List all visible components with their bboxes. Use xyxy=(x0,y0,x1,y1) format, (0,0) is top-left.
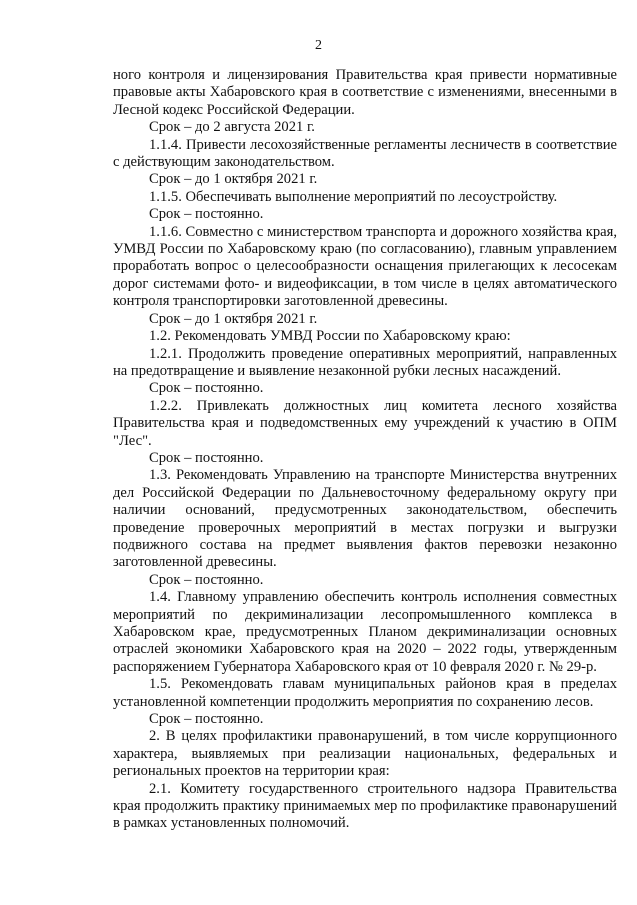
paragraph-item-1-1-4: 1.1.4. Привести лесохозяйственные регламенты лесничеств в соответствие с действующим законодательством. xyxy=(113,136,617,171)
paragraph-item-1-3: 1.3. Рекомендовать Управлению на транспорте Министерства внутренних дел Российской Федерации по Дальневосточному федеральному округу при наличии оснований, предусмотренных законодательством, обеспечить проведение проверочных мероприятий в местах погрузки и выгрузки подвижного состава на предмет выявления фактов перевозки незаконно заготовленной древесины. xyxy=(113,467,617,571)
paragraph-item-1-2: 1.2. Рекомендовать УМВД России по Хабаровскому краю: xyxy=(149,328,511,345)
paragraph-item-1-2-1: 1.2.1. Продолжить проведение оперативных мероприятий, направленных на предотвращение и выявление незаконной рубки лесных насаждений. xyxy=(113,345,617,379)
deadline-line: Срок – постоянно. xyxy=(149,571,264,588)
paragraph-continuation: ного контроля и лицензирования Правительства края привести нормативные правовые акты Хабаровского края в соответствие с изменениями, внесенными в Лесной кодекс Российской Федерации. xyxy=(113,67,617,118)
paragraph-item-1-1-6: 1.1.6. Совместно с министерством транспорта и дорожного хозяйства края, УМВД России по Хабаровскому краю (по согласованию), главным управлением проработать вопрос о целесообразности оснащения прилегающих к лесосекам дорог системами фото- и видеофиксации, в том числе в целях автоматического контроля транспортировки заготовленной древесины. xyxy=(113,223,617,310)
deadline-line: Срок – постоянно. xyxy=(149,206,264,223)
deadline-line: Срок – до 1 октября 2021 г. xyxy=(149,310,318,327)
deadline-line: Срок – постоянно. xyxy=(149,449,264,466)
deadline-line: Срок – до 2 августа 2021 г. xyxy=(149,119,315,136)
paragraph-item-1-5: 1.5. Рекомендовать главам муниципальных районов края в пределах установленной компетенции продолжить мероприятия по сохранению лесов. xyxy=(113,676,617,710)
paragraph-item-1-2-2: 1.2.2. Привлекать должностных лиц комитета лесного хозяйства Правительства края и подведомственных ему учреждений к участию в ОПМ "Лес". xyxy=(113,397,617,449)
paragraph-item-2-1: 2.1. Комитету государственного строительного надзора Правительства края продолжить практику принимаемых мер по профилактике правонарушений в рамках установленных полномочий. xyxy=(113,780,617,832)
paragraph-item-1-4: 1.4. Главному управлению обеспечить контроль исполнения совместных мероприятий по декриминализации лесопромышленного комплекса в Хабаровском крае, предусмотренных Планом декриминализации основных отраслей экономики Хабаровского края на 2020 – 2022 годы, утвержденным распоряжением Губернатора Хабаровского края от 10 февраля 2020 г. № 29-р. xyxy=(113,589,617,675)
paragraph-item-2: 2. В целях профилактики правонарушений, в том числе коррупционного характера, выявляемых при реализации национальных, федеральных и региональных проектов на территории края: xyxy=(113,728,617,780)
page-number: 2 xyxy=(315,38,322,53)
deadline-line: Срок – постоянно. xyxy=(149,380,264,397)
deadline-line: Срок – до 1 октября 2021 г. xyxy=(149,171,318,188)
deadline-line: Срок – постоянно. xyxy=(149,711,264,728)
paragraph-item-1-1-5: 1.1.5. Обеспечивать выполнение мероприятий по лесоустройству. xyxy=(149,188,558,205)
document-body xyxy=(113,67,617,833)
